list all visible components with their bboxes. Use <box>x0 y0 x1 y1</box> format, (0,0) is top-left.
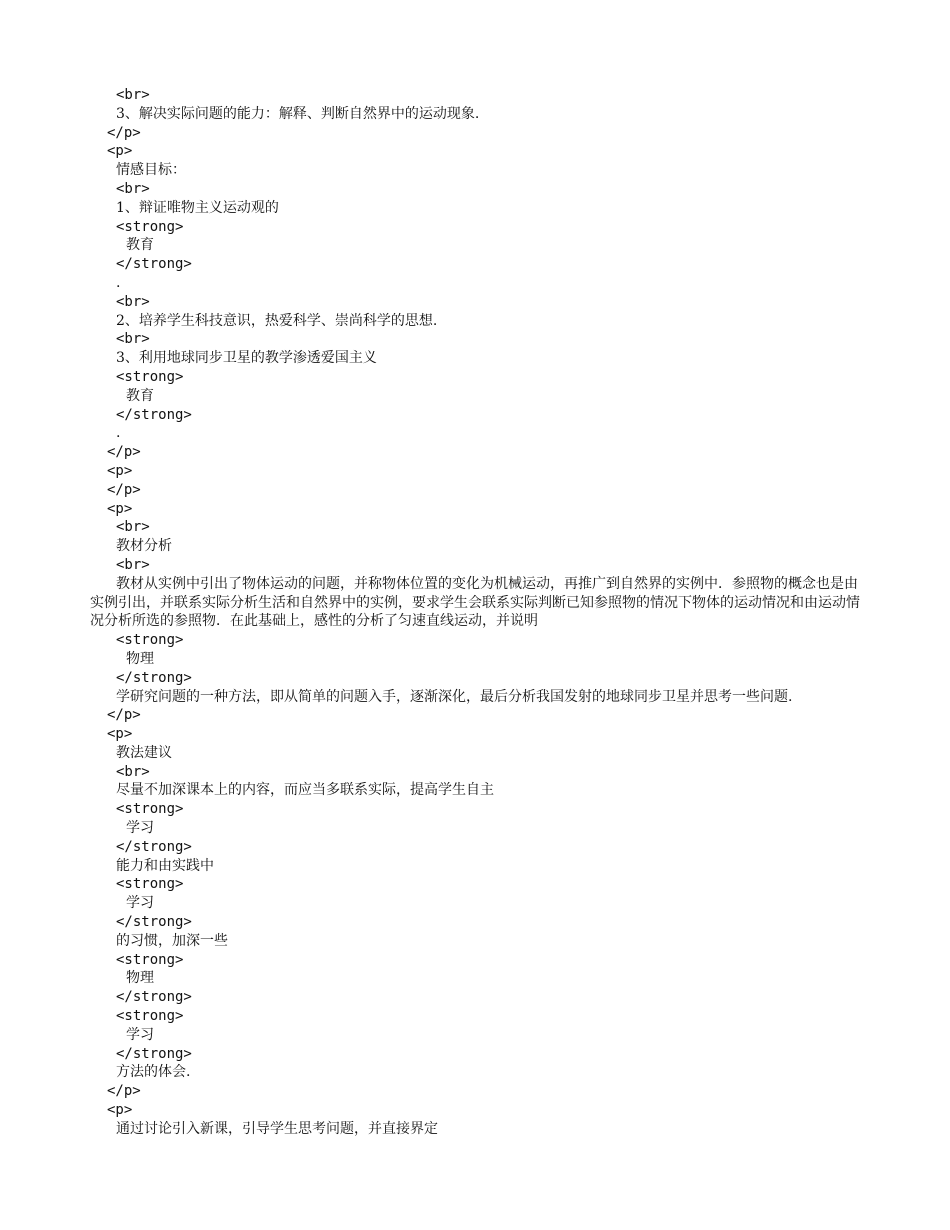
text-line: 能力和由实践中 <box>116 857 214 874</box>
markup-tag-line: <strong> <box>116 218 184 235</box>
markup-tag-line: <strong> <box>116 876 184 893</box>
markup-tag-line: </strong> <box>116 406 192 423</box>
markup-tag-line: <br> <box>116 180 150 197</box>
text-line: 的习惯，加深一些 <box>116 932 228 949</box>
markup-tag-line: <p> <box>107 462 133 479</box>
markup-tag-line: <br> <box>116 556 150 573</box>
text-line: 教育 <box>126 387 154 404</box>
text-line: 学习 <box>126 895 154 912</box>
markup-tag-line: <p> <box>107 500 133 517</box>
text-line: 通过讨论引入新课，引导学生思考问题，并直接界定 <box>116 1120 438 1137</box>
markup-tag-line: <p> <box>107 726 133 743</box>
text-line: 教材分析 <box>116 538 172 555</box>
markup-tag-line: <br> <box>116 519 150 536</box>
text-line: 情感目标： <box>116 162 186 179</box>
text-line: 学研究问题的一种方法，即从简单的问题入手，逐渐深化，最后分析我国发射的地球同步卫星并思考一些问题. <box>116 688 793 705</box>
text-line: 3、利用地球同步卫星的教学渗透爱国主义 <box>116 350 377 367</box>
text-line: 1、辩证唯物主义运动观的 <box>116 199 279 216</box>
markup-tag-line: </strong> <box>116 989 192 1006</box>
text-line: 尽量不加深课本上的内容，而应当多联系实际，提高学生自主 <box>116 782 494 799</box>
text-line: 3、解决实际问题的能力：解释、判断自然界中的运动现象. <box>116 105 480 122</box>
markup-tag-line: <strong> <box>116 632 184 649</box>
text-line: 教法建议 <box>116 744 172 761</box>
markup-tag-line: <strong> <box>116 1008 184 1025</box>
document-body <box>0 86 950 1139</box>
markup-tag-line: </p> <box>107 444 141 461</box>
text-line: 物理 <box>126 970 154 987</box>
markup-tag-line: <strong> <box>116 801 184 818</box>
markup-tag-line: <strong> <box>116 951 184 968</box>
text-line: 学习 <box>126 820 154 837</box>
markup-tag-line: <br> <box>116 87 150 103</box>
markup-tag-line: </strong> <box>116 256 192 273</box>
markup-tag-line: </p> <box>107 481 141 498</box>
text-line: 教育 <box>126 237 154 254</box>
text-line: 物理 <box>126 650 154 667</box>
markup-tag-line: <br> <box>116 763 150 780</box>
markup-tag-line: </strong> <box>116 838 192 855</box>
markup-tag-line: </strong> <box>116 669 192 686</box>
paragraph-text: 教材从实例中引出了物体运动的问题，并称物体位置的变化为机械运动，再推广到自然界的实例中．参照物的概念也是由实例引出，并联系实际分析生活和自然界中的实例，要求学生会联系实际判断已知参照物的情况下物体的运动情况和由运动情况分析所选的参照物．在此基础上，感性的分析了匀速直线运动，并说明 <box>90 575 860 630</box>
markup-tag-line: <br> <box>116 331 150 348</box>
markup-tag-line: <br> <box>116 293 150 310</box>
text-line: 方法的体会. <box>116 1064 191 1081</box>
markup-tag-line: </p> <box>107 124 141 141</box>
markup-tag-line: </p> <box>107 707 141 724</box>
markup-tag-line: </p> <box>107 1083 141 1100</box>
markup-tag-line: </strong> <box>116 914 192 931</box>
markup-tag-line: </strong> <box>116 1045 192 1062</box>
text-line: 2、培养学生科技意识，热爱科学、崇尚科学的思想. <box>116 312 438 329</box>
markup-tag-line: <p> <box>107 1102 133 1119</box>
text-line: . <box>116 425 121 442</box>
markup-tag-line: <p> <box>107 143 133 160</box>
text-line: 学习 <box>126 1026 154 1043</box>
markup-tag-line: <strong> <box>116 368 184 385</box>
text-line: . <box>116 274 121 291</box>
